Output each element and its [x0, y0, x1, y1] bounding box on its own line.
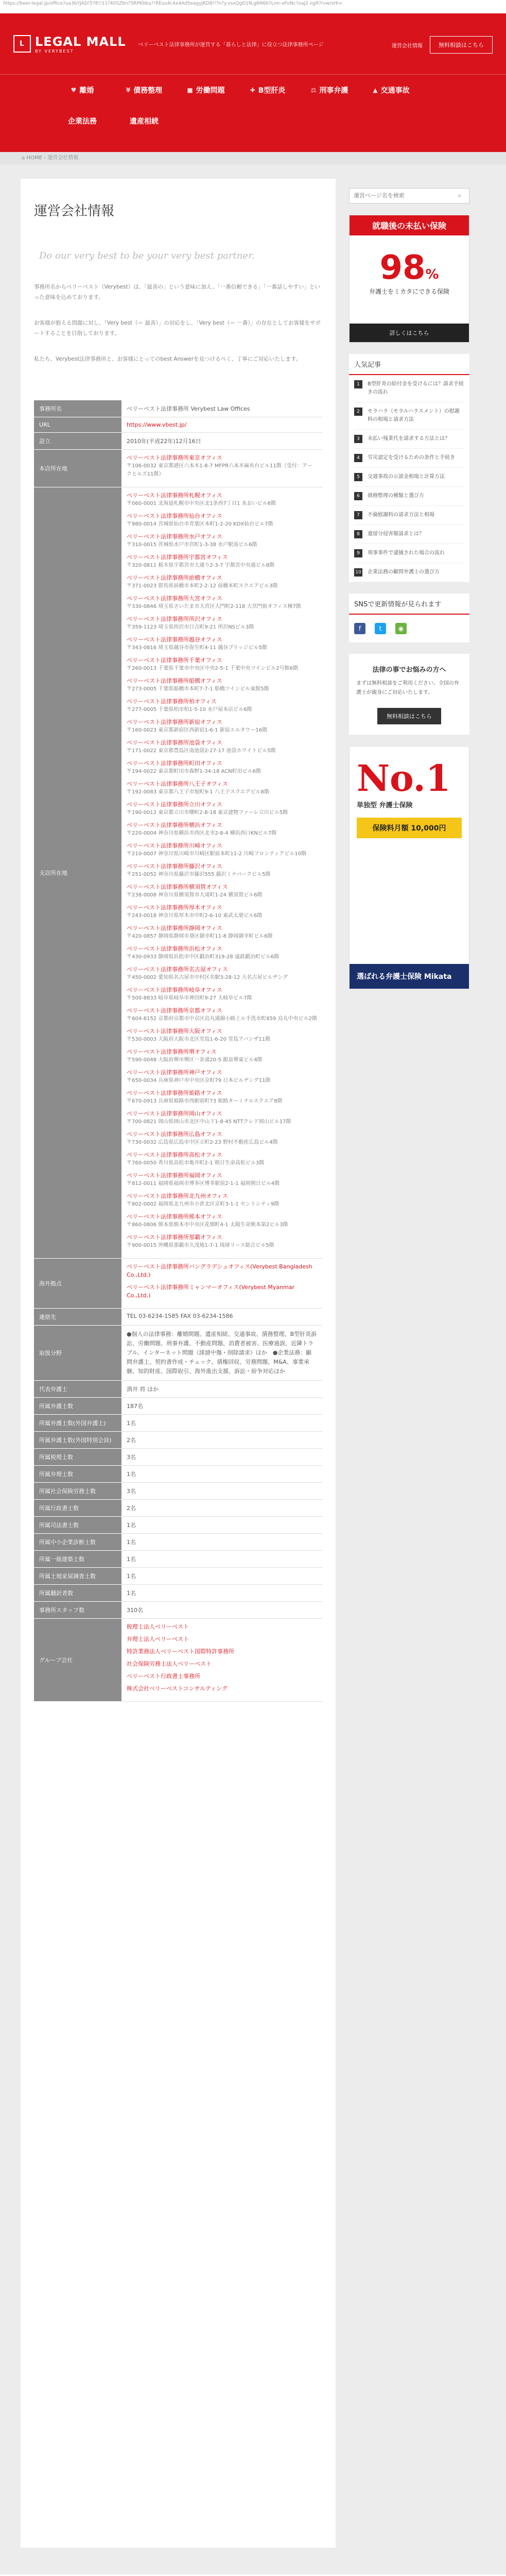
- article-title: モラハラ（モラルハラスメント）の慰謝料の相場と請求方法: [368, 409, 460, 422]
- office-name-link[interactable]: ベリーベスト法律事務所横浜オフィス: [127, 822, 222, 828]
- rank-number: 9: [354, 549, 362, 557]
- office-name-link[interactable]: ベリーベスト法律事務所越谷オフィス: [127, 636, 222, 643]
- row-value: 2名: [121, 1500, 322, 1517]
- table-row: [34, 1619, 322, 1702]
- office-address: 〒604-8152 京都府京都市中京区烏丸通錦小路上ル手洗水町659 烏丸中央ビル2階: [127, 1016, 317, 1022]
- nav-item-traffic[interactable]: ▲ 交通事故: [373, 87, 410, 95]
- list-item[interactable]: [354, 468, 464, 487]
- table-row: [34, 400, 322, 417]
- office-item: [127, 718, 317, 735]
- free-consult-button[interactable]: 無料相談はこちら: [430, 36, 493, 54]
- article-title: 不倫慰謝料の請求方法と相場: [368, 512, 434, 518]
- list-item[interactable]: [354, 402, 464, 430]
- medical-icon: ✚: [250, 87, 255, 94]
- list-item[interactable]: [354, 506, 464, 525]
- heart-icon: ♥: [71, 87, 77, 94]
- office-address: 〒371-0023 群馬県前橋市本町2-2-12 前橋本町スクエアビル3階: [127, 583, 278, 589]
- office-address: 〒500-8833 岐阜県岐阜市神田町9-27 大岐阜ビル7階: [127, 995, 252, 1001]
- office-address: 〒310-0015 茨城県水戸市宮町1-3-38 水戸駅南ビル6階: [127, 542, 257, 548]
- office-address: 〒210-0007 神奈川県川崎市川崎区駅前本町11-2 川崎フロンティアビル10階: [127, 851, 307, 857]
- banner-no1: No.1: [357, 757, 451, 800]
- article-title: 労災認定を受けるための条件と手続き: [368, 455, 455, 461]
- office-item: [127, 656, 317, 673]
- office-name-link[interactable]: ベリーベスト法律事務所厚木オフィス: [127, 904, 222, 911]
- row-value: 2名: [121, 1432, 322, 1449]
- office-item: [127, 945, 317, 961]
- office-name-link[interactable]: ベリーベスト法律事務所岐阜オフィス: [127, 987, 222, 993]
- banner-caption: 弁護士をミカタにできる保険: [369, 288, 449, 295]
- table-row: [34, 1432, 322, 1449]
- office-item: [127, 636, 317, 652]
- office-address: 〒343-0816 埼玉県越谷市弥生町4-11 越谷ブリッジビル5階: [127, 645, 267, 651]
- gavel-icon: ⚖: [310, 87, 317, 94]
- row-label: 所属社会保険労務士数: [34, 1483, 121, 1500]
- row-value: 187名: [121, 1398, 322, 1415]
- head-office-address: 〒106-0032 東京都港区六本木1-8-7 MFPR六本木麻布台ビル11階（受付：アークヒルズ11階）: [127, 463, 312, 477]
- popular-articles: [349, 354, 469, 582]
- nav-item-corporate[interactable]: 企業法務: [68, 117, 97, 126]
- row-label: 所属弁理士数: [34, 1466, 121, 1483]
- office-name-link[interactable]: ベリーベスト法律事務所池袋オフィス: [127, 739, 222, 746]
- row-value: 1名: [121, 1466, 322, 1483]
- office-address: 〒260-0013 千葉県千葉市中央区中央2-5-1 千葉中央ツインビル2号館6階: [127, 666, 299, 671]
- table-row: [34, 1517, 322, 1534]
- office-address: 〒670-0913 兵庫県姫路市西駅前町73 姫路ターミナルスクエア8階: [127, 1098, 283, 1104]
- office-item: [127, 1007, 317, 1023]
- rank-number: 4: [354, 454, 362, 462]
- office-name-link[interactable]: ベリーベスト法律事務所水戸オフィス: [127, 533, 222, 540]
- group-company-item: [127, 1648, 317, 1656]
- office-address: 〒450-0002 愛知県名古屋市中村区名駅3-28-12 大名古屋ビルヂング: [127, 975, 288, 980]
- twitter-icon[interactable]: t: [375, 623, 386, 634]
- office-item: [127, 1069, 317, 1085]
- office-name-link[interactable]: ベリーベスト法律事務所広島オフィス: [127, 1131, 222, 1138]
- office-item: [127, 492, 317, 508]
- office-name-link[interactable]: ベリーベスト法律事務所横須賀オフィス: [127, 884, 228, 890]
- search-input[interactable]: [350, 189, 450, 203]
- office-item: [127, 1192, 317, 1209]
- office-item: [127, 1048, 317, 1064]
- office-name-link[interactable]: ベリーベスト法律事務所岡山オフィス: [127, 1110, 222, 1117]
- row-value: 1名: [121, 1551, 322, 1568]
- search-icon[interactable]: ⌕: [458, 192, 462, 199]
- rank-number: 6: [354, 492, 362, 500]
- row-value: 1名: [121, 1415, 322, 1432]
- office-item: [127, 986, 317, 1003]
- car-icon: ▲: [373, 87, 378, 94]
- article-title: 企業法務の顧問弁護士の選び方: [368, 569, 440, 575]
- banner-unit: %: [425, 267, 439, 282]
- consult-promo: [349, 654, 469, 735]
- rank-number: 2: [354, 408, 362, 416]
- row-label: 所属弁護士数: [34, 1398, 121, 1415]
- row-label: 設立: [34, 433, 121, 450]
- row-label: 所属弁護士数(外国特別会員): [34, 1432, 121, 1449]
- intro-paragraph: お客様が抱える問題に対し、「Very best（＝ 最善）」の対応をし、「Very best（＝ 一番）」の存在としてお客様をサポートすることを目指しております。: [34, 320, 321, 336]
- row-label: URL: [34, 417, 121, 433]
- promo-button[interactable]: 無料相談はこちら: [377, 708, 441, 724]
- logo-text: LEGAL MALL: [35, 34, 126, 49]
- intro-paragraph: 私たち、Verybest法律事務所と、お客様にとってのbest Answerを見つけるべく、丁寧にご対応いたします。: [34, 356, 302, 362]
- group-company-item: [127, 1623, 317, 1631]
- row-label: グループ会社: [34, 1619, 121, 1702]
- office-item: [127, 883, 317, 900]
- office-address: 〒320-0811 栃木県宇都宮市大通り2-3-7 宇都宮中央通ビル8階: [127, 563, 275, 568]
- list-item[interactable]: [354, 544, 464, 563]
- office-item: [127, 1172, 317, 1188]
- banner-foot: 選ばれる弁護士保険 Mikata: [350, 964, 469, 989]
- office-address: 〒530-0003 大阪府大阪市北区堂島1-6-20 堂島アバンザ11階: [127, 1037, 271, 1042]
- article-title: 未払い残業代を請求する方法とは？: [368, 436, 450, 442]
- group-company-link[interactable]: 税理士法人ベリーベスト: [127, 1623, 189, 1630]
- office-item: [127, 595, 317, 611]
- office-name-link[interactable]: ベリーベスト法律事務所船橋オフィス: [127, 677, 222, 684]
- nav-item-criminal[interactable]: ⚖ 刑事弁護: [310, 87, 348, 95]
- office-address: 〒860-0806 熊本県熊本市中央区花畑町4-1 太陽生命熊本第2ビル3階: [127, 1222, 288, 1228]
- row-label: 支店所在地: [34, 487, 121, 1259]
- row-value: 1名: [121, 1517, 322, 1534]
- table-row: [34, 1309, 322, 1326]
- table-row: [34, 487, 322, 1259]
- office-name-link[interactable]: ベリーベスト法律事務所川崎オフィス: [127, 842, 222, 849]
- office-name-link[interactable]: ベリーベスト法律事務所名古屋オフィス: [127, 966, 228, 973]
- office-address: 〒220-0004 神奈川県横浜市西区北幸2-8-4 横浜西口KNビル7階: [127, 831, 277, 836]
- office-name-link[interactable]: ベリーベスト法律事務所大阪オフィス: [127, 1028, 222, 1035]
- office-item: [127, 615, 317, 632]
- office-item: [127, 574, 317, 590]
- row-value: 1名: [121, 1534, 322, 1551]
- office-item: [127, 1089, 317, 1106]
- group-company-list: [121, 1619, 322, 1702]
- office-name-link[interactable]: ベリーベスト法律事務所那覇オフィス: [127, 1234, 222, 1241]
- site-header: [0, 13, 506, 74]
- office-item: [127, 1233, 317, 1250]
- table-row: [34, 1602, 322, 1619]
- office-name-link[interactable]: ベリーベスト法律事務所札幌オフィス: [127, 492, 222, 499]
- row-label: 所属税理士数: [34, 1449, 121, 1466]
- table-row: [34, 1483, 322, 1500]
- sidebar-search: [349, 188, 469, 204]
- group-company-item: [127, 1672, 317, 1681]
- office-item: [127, 739, 317, 755]
- article-title: B型肝炎の給付金を受けるには？請求手続きの流れ: [368, 381, 464, 395]
- office-name-link[interactable]: ベリーベスト法律事務所北九州オフィス: [127, 1193, 228, 1199]
- table-row: [34, 1326, 322, 1381]
- office-address: 〒980-0014 宮城県仙台市青葉区本町1-2-20 KDX仙台ビル7階: [127, 521, 273, 527]
- office-item: [127, 924, 317, 941]
- office-address: 〒760-0050 香川県高松市亀井町2-1 朝日生命高松ビル3階: [127, 1160, 265, 1166]
- logo-sub: BY VERYBEST: [35, 48, 74, 54]
- row-label: 海外拠点: [34, 1259, 121, 1309]
- table-row: [34, 1568, 322, 1585]
- banner-band: 就職後の未払い保険: [350, 215, 469, 235]
- head-office-link[interactable]: ベリーベスト法律事務所東京オフィス: [127, 454, 222, 461]
- list-item[interactable]: [354, 563, 464, 582]
- row-label: 事務所名: [34, 400, 121, 417]
- office-name-link[interactable]: ベリーベスト法律事務所町田オフィス: [127, 760, 222, 767]
- row-label: 連絡先: [34, 1309, 121, 1326]
- group-company-link[interactable]: 社会保険労務士法人ベリーベスト: [127, 1660, 212, 1667]
- banner-pill: 保険料月額 10,000円: [357, 818, 462, 838]
- intro-paragraph: 事務所名からベリーベスト（Verybest）は、「最善の」という意味に加え、「一番信頼できる」「一番話しやすい」といった意味を込めております。: [34, 284, 320, 300]
- insurance-banner[interactable]: [349, 215, 469, 343]
- office-name-link[interactable]: ベリーベスト法律事務所静岡オフィス: [127, 925, 222, 931]
- row-label: 本店所在地: [34, 450, 121, 487]
- article-title: 刑事事件で逮捕された場合の流れ: [368, 550, 445, 556]
- row-label: 取扱分野: [34, 1326, 121, 1381]
- office-item: [127, 965, 317, 982]
- office-name-link[interactable]: ベリーベスト法律事務所立川オフィス: [127, 801, 222, 808]
- nav-item-hepatitis[interactable]: ✚ B型肝炎: [250, 87, 286, 95]
- row-label: 事務所スタッフ数: [34, 1602, 121, 1619]
- office-address: 〒060-0001 北海道札幌市中央区北1条西7丁目1 あおいビル6階: [127, 501, 276, 506]
- office-item: [127, 1151, 317, 1167]
- group-company-link[interactable]: 株式会社ベリーベストコンサルティング: [127, 1685, 228, 1692]
- office-name-link[interactable]: ベリーベスト法律事務所前橋オフィス: [127, 574, 222, 581]
- office-name-link[interactable]: ベリーベスト法律事務所浜松オフィス: [127, 945, 222, 952]
- office-name-link[interactable]: ベリーベスト法律事務所姫路オフィス: [127, 1090, 222, 1096]
- office-item: [127, 1110, 317, 1126]
- row-value: 3名: [121, 1449, 322, 1466]
- office-name-link[interactable]: ベリーベスト法律事務所福岡オフィス: [127, 1172, 222, 1179]
- office-name-link[interactable]: ベリーベスト法律事務所大宮オフィス: [127, 595, 222, 602]
- group-company-link[interactable]: 特許業務法人ベリーベスト国際特許事務所: [127, 1648, 234, 1655]
- website-link[interactable]: https://www.vbest.jp/: [127, 421, 187, 428]
- office-address: 〒238-0008 神奈川県横須賀市大滝町1-24 横須賀ビル6階: [127, 892, 263, 898]
- office-address: 〒273-0005 千葉県船橋市本町7-7-1 船橋ツインビル東館5階: [127, 686, 269, 692]
- row-label: 所属行政書士数: [34, 1500, 121, 1517]
- group-company-link[interactable]: ベリーベスト行政書士事務所: [127, 1673, 200, 1680]
- banner-title: 単独型 弁護士保険: [357, 802, 413, 809]
- group-company-link[interactable]: 弁理士法人ベリーベスト: [127, 1636, 189, 1642]
- rank-number: 3: [354, 435, 362, 443]
- office-address: 〒160-0023 東京都新宿区西新宿1-6-1 新宿エルタワー16階: [127, 727, 268, 733]
- banner-big-number: 98: [379, 249, 426, 287]
- sidebar: [349, 179, 469, 2548]
- office-item: [127, 801, 317, 817]
- office-name-link[interactable]: ベリーベスト法律事務所所沢オフィス: [127, 616, 222, 622]
- group-company-item: [127, 1685, 317, 1693]
- nav-item-labor[interactable]: ■ 労働問題: [187, 87, 225, 95]
- office-address: 〒194-0022 東京都町田市森野1-34-18 ACN町田ビル6階: [127, 769, 261, 774]
- row-value: 1名: [121, 1568, 322, 1585]
- article-title: 債務整理の種類と選び方: [368, 493, 424, 499]
- nav-item-debt[interactable]: ¥ 債務整理: [126, 87, 163, 95]
- office-item: [127, 842, 317, 858]
- promo-title: 法律の事でお悩みの方へ: [372, 666, 446, 674]
- table-row: [34, 417, 322, 433]
- breadcrumb-current: 運営会社情報: [47, 155, 79, 161]
- office-item: [127, 904, 317, 920]
- breadcrumb-home[interactable]: HOME: [26, 155, 42, 161]
- catch-copy: Do our very best to be your very best partner.: [39, 250, 255, 261]
- office-name-link[interactable]: ベリーベスト法律事務所高松オフィス: [127, 1151, 222, 1158]
- sns-box: [349, 594, 469, 642]
- office-name-link[interactable]: ベリーベスト法律事務所堺オフィス: [127, 1048, 217, 1055]
- category-nav: [0, 74, 506, 152]
- nav-item-inheritance[interactable]: 遺産相続: [130, 117, 159, 126]
- office-name-link[interactable]: ベリーベスト法律事務所熊本オフィス: [127, 1213, 222, 1220]
- table-row: [34, 1585, 322, 1602]
- address-bar[interactable]: https://beer-legal.jp/office?ua3bYJAD!5?8!!11?405Z6n?5RPKbbu?!REus4c4x4Ad5eagyJKD8!!?n?y.vsxQgD1N,g6N6b?Lmr-oFoNc?oaJ2-iigR?rvw/sHI=: [0, 0, 506, 13]
- office-name-link[interactable]: ベリーベスト法律事務所八王子オフィス: [127, 781, 228, 787]
- office-name-link[interactable]: ベリーベスト法律事務所宇都宮オフィス: [127, 554, 228, 561]
- article-title: 交通事故の示談金相場と計算方法: [368, 474, 445, 480]
- office-item: [127, 698, 317, 714]
- list-item[interactable]: [354, 525, 464, 544]
- table-row: [34, 1381, 322, 1398]
- table-row: [34, 1415, 322, 1432]
- rank-number: 10: [354, 568, 362, 577]
- company-info-link[interactable]: 運営会社情報: [392, 43, 423, 49]
- office-address: 〒192-0083 東京都八王子市旭町9-1 八王子スクエアビル8階: [127, 789, 269, 795]
- office-item: [127, 553, 317, 570]
- row-label: 所属土地家屋調査士数: [34, 1568, 121, 1585]
- mikata-banner[interactable]: [349, 746, 469, 989]
- table-row: [34, 1398, 322, 1415]
- briefcase-icon: ■: [187, 87, 193, 94]
- table-row: [34, 433, 322, 450]
- site-logo[interactable]: [13, 35, 126, 54]
- row-value: 2010年(平成22年)12月16日: [121, 433, 322, 450]
- office-name-link[interactable]: ベリーベスト法律事務所藤沢オフィス: [127, 863, 222, 870]
- office-address: 〒251-0052 神奈川県藤沢市藤沢555 藤沢ミナパークビル5階: [127, 872, 271, 877]
- header-description: ベリーベスト法律事務所が運営する「暮らしと法律」に役立つ法律事務所ページ: [138, 42, 324, 48]
- office-address: 〒730-0032 広島県広島市中区立町2-23 野村不動産広島ビル4階: [127, 1140, 278, 1145]
- table-row: [34, 1534, 322, 1551]
- overseas-office-link[interactable]: ベリーベスト法律事務所ミャンマーオフィス(Verybest Myanmar Co.,Ltd.): [127, 1284, 295, 1299]
- office-item: [127, 780, 317, 796]
- popular-list: [349, 375, 469, 582]
- home-icon: ⌂: [22, 155, 25, 161]
- group-company-item: [127, 1660, 317, 1668]
- table-row: [34, 1259, 322, 1309]
- list-item[interactable]: [354, 449, 464, 468]
- promo-text: まずは無料相談をご利用ください。全国の弁護士が親身にご対応いたします。: [356, 681, 459, 696]
- office-address: 〒277-0005 千葉県柏市柏1-5-10 水戸屋本店ビル6階: [127, 707, 252, 713]
- office-name-link[interactable]: ベリーベスト法律事務所神戸オフィス: [127, 1069, 222, 1076]
- office-address: 〒802-0002 福岡県北九州市小倉北区京町3-1-1 セントシティ9階: [127, 1201, 280, 1207]
- list-item[interactable]: [354, 375, 464, 402]
- main-content: [21, 179, 336, 2548]
- logo-mark-icon: L: [13, 35, 31, 53]
- list-item[interactable]: [354, 430, 464, 449]
- rank-number: 7: [354, 511, 362, 519]
- office-item: [127, 862, 317, 879]
- row-value[interactable]: 酒井 将 ほか: [121, 1381, 322, 1398]
- business-fields: ●個人の法律事務：離婚問題、遺産相続、交通事故、債務整理、B型肝炎訴訟、労働問題、刑事弁護、不動産問題、消費者被害、医療過誤、近隣トラブル、インターネット問題（誹謗中傷・削除請求）ほか ●企業法務：顧問弁護士、契約書作成・チェック、債権回収、労務問題、M&A、事業承継、知的財産、国際取引、海外進出支援、訴訟・紛争対応ほか: [121, 1326, 322, 1381]
- coin-icon: ¥: [126, 87, 131, 94]
- office-item: [127, 759, 317, 776]
- office-name-link[interactable]: ベリーベスト法律事務所仙台オフィス: [127, 513, 222, 519]
- popular-heading: 人気記事: [349, 354, 469, 375]
- table-row: [34, 1449, 322, 1466]
- table-row: [34, 1551, 322, 1568]
- rank-number: 1: [354, 380, 362, 388]
- row-label: 所属中小企業診断士数: [34, 1534, 121, 1551]
- row-label: 所属司法書士数: [34, 1517, 121, 1534]
- row-label: 所属一級建築士数: [34, 1551, 121, 1568]
- office-item: [127, 677, 317, 693]
- intro-text: [34, 282, 322, 364]
- office-address: 〒190-0012 東京都立川市曙町2-8-18 東京建物ファーレ立川ビル5階: [127, 810, 288, 816]
- row-label: 所属弁護士数(外国弁護士): [34, 1415, 121, 1432]
- office-item: [127, 1213, 317, 1229]
- group-company-item: [127, 1635, 317, 1643]
- office-address: 〒700-0821 岡山県岡山市北区中山下1-8-45 NTTクレド岡山ビル17階: [127, 1119, 291, 1125]
- row-value: 1名: [121, 1585, 322, 1602]
- office-item: [127, 1027, 317, 1044]
- table-row: [34, 450, 322, 487]
- office-address: 〒420-0857 静岡県静岡市葵区御幸町11-8 静岡御幸町ビル6階: [127, 934, 273, 939]
- office-item: [127, 1130, 317, 1147]
- nav-item-divorce[interactable]: ♥ 離婚: [71, 87, 94, 95]
- office-address: 〒900-0015 沖縄県那覇市久茂地1-7-1 琉球リース総合ビル5階: [127, 1243, 274, 1248]
- company-info-table: [34, 400, 322, 1702]
- sns-heading: SNSで更新情報が見られます: [349, 594, 469, 615]
- page-title: 運営会社情報: [34, 204, 115, 219]
- branch-office-list: [121, 487, 322, 1259]
- office-address: 〒330-0846 埼玉県さいたま市大宮区大門町2-118 大宮門街オフィス棟7階: [127, 604, 301, 609]
- office-address: 〒590-0048 大阪府堺市堺区一条通20-5 銀泉堺東ビル4階: [127, 1057, 263, 1063]
- office-address: 〒243-0018 神奈川県厚木市中町2-6-10 東武太朋ビル6階: [127, 913, 263, 919]
- row-label: 所属翻訳者数: [34, 1585, 121, 1602]
- row-value: 3名: [121, 1483, 322, 1500]
- rss-icon[interactable]: ◉: [395, 623, 407, 634]
- article-title: 遺留分侵害額請求とは？: [368, 531, 424, 537]
- row-value: TEL 03-6234-1585 FAX 03-6234-1586: [121, 1309, 322, 1326]
- banner-button[interactable]: 詳しくはこちら: [350, 324, 469, 342]
- office-name-link[interactable]: ベリーベスト法律事務所柏オフィス: [127, 698, 217, 705]
- office-item: [127, 533, 317, 549]
- office-name-link[interactable]: ベリーベスト法律事務所新宿オフィス: [127, 719, 222, 725]
- office-name-link[interactable]: ベリーベスト法律事務所千葉オフィス: [127, 657, 222, 664]
- table-row: [34, 1500, 322, 1517]
- row-value: ベリーベスト法律事務所 Verybest Law Offices: [121, 400, 322, 417]
- office-address: 〒650-0034 兵庫県神戸市中央区京町79 日本ビルヂング11階: [127, 1078, 271, 1083]
- breadcrumb: ⌂ HOME › 運営会社情報: [0, 152, 506, 164]
- office-name-link[interactable]: ベリーベスト法律事務所京都オフィス: [127, 1007, 222, 1014]
- office-address: 〒171-0022 東京都豊島区南池袋2-27-17 池袋ホワイトビル5階: [127, 748, 276, 754]
- facebook-icon[interactable]: f: [354, 623, 365, 634]
- office-item: [127, 512, 317, 529]
- row-label: 代表弁護士: [34, 1381, 121, 1398]
- row-value: 310名: [121, 1602, 322, 1619]
- overseas-office-link[interactable]: ベリーベスト法律事務所バングラデシュオフィス(Verybest Bangladesh Co.,Ltd.): [127, 1263, 312, 1278]
- rank-number: 8: [354, 530, 362, 538]
- table-row: [34, 1466, 322, 1483]
- rank-number: 5: [354, 473, 362, 481]
- office-address: 〒812-0011 福岡県福岡市博多区博多駅前2-1-1 福岡朝日ビル4階: [127, 1181, 280, 1187]
- office-address: 〒359-1123 埼玉県所沢市日吉町9-21 所沢NSビル3階: [127, 624, 254, 630]
- list-item[interactable]: [354, 487, 464, 506]
- office-item: [127, 821, 317, 838]
- office-address: 〒430-0933 静岡県浜松市中区鍛冶町319-28 遠鉄鍛冶町ビル6階: [127, 954, 280, 960]
